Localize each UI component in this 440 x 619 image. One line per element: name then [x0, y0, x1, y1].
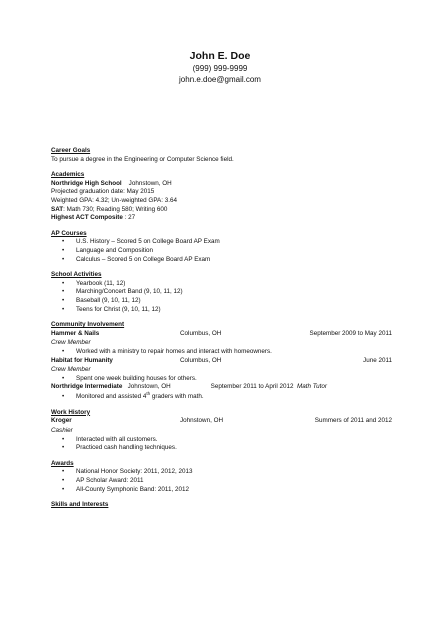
entry-dates: June 2011	[363, 356, 392, 364]
section-title: Skills and Interests	[51, 501, 109, 509]
awards-section	[51, 460, 392, 494]
section-title: Career Goals	[51, 147, 91, 154]
tutor-org-line	[51, 383, 171, 392]
community-section	[51, 321, 392, 402]
list-item: • AP Scholar Award: 2011	[51, 477, 392, 486]
list-item: • Worked with a ministry to repair homes and interact with homeowners.	[51, 348, 392, 357]
school-line	[51, 180, 392, 189]
tutor-dates-line	[211, 383, 327, 392]
section-title: Awards	[51, 459, 74, 467]
list-item: • U.S. History – Scored 5 on College Board AP Exam	[51, 238, 392, 247]
work-history-section	[51, 409, 392, 453]
ap-courses-section	[51, 230, 392, 264]
entry-header	[51, 330, 392, 340]
section-title: Academics	[51, 171, 85, 179]
org-location: Columbus, OH	[180, 329, 222, 337]
bullet-text: Monitored and assisted 4	[76, 393, 147, 401]
entry-role: Crew Member	[51, 339, 91, 347]
section-title: School Activities	[51, 271, 102, 279]
list-item	[51, 393, 392, 402]
entry-header	[51, 417, 392, 427]
academics-section	[51, 171, 392, 223]
act-label: Highest ACT Composite	[51, 214, 123, 222]
list-item: • Teens for Christ (9, 10, 11, 12)	[51, 306, 392, 315]
section-title: Work History	[51, 408, 91, 416]
entry-role: Crew Member	[51, 366, 91, 374]
bullet-text: graders with math.	[150, 393, 204, 401]
org-location: Johnstown, OH	[127, 383, 171, 391]
graduation-date: Projected graduation date: May 2015	[51, 188, 155, 196]
org-name: Hammer & Nails	[51, 329, 100, 337]
list-item: • National Honor Society: 2011, 2012, 2013	[51, 468, 392, 477]
email-address: john.e.doe@gmail.com	[179, 75, 261, 84]
skills-section	[51, 501, 392, 510]
act-score: : 27	[122, 214, 136, 222]
section-title: AP Courses	[51, 229, 87, 237]
entry-dates: September 2009 to May 2011	[309, 329, 392, 337]
resume-header	[0, 50, 440, 85]
act-line	[51, 214, 392, 223]
org-name: Habitat for Humanity	[51, 356, 113, 364]
list-item: • Practiced cash handling techniques.	[51, 444, 392, 453]
org-location: Columbus, OH	[180, 356, 222, 364]
section-title: Community Involvement	[51, 321, 125, 329]
career-goals-text: To pursue a degree in the Engineering or Computer Science field.	[51, 155, 234, 163]
list-item: • Baseball (9, 10, 11, 12)	[51, 297, 392, 306]
entry-dates: September 2011 to April 2012	[210, 383, 294, 391]
applicant-name: John E. Doe	[189, 50, 251, 62]
list-item: • Yearbook (11, 12)	[51, 280, 392, 289]
ordinal-suffix: th	[146, 391, 151, 397]
list-item: • Calculus – Scored 5 on College Board AP Exam	[51, 256, 392, 265]
phone-number: (999) 999-9999	[192, 64, 248, 73]
sat-line	[51, 206, 392, 215]
career-goals-section	[51, 147, 392, 164]
org-name: Northridge Intermediate	[51, 383, 123, 391]
org-name: Kroger	[51, 417, 72, 425]
entry-header	[51, 357, 392, 367]
school-name: Northridge High School	[51, 179, 122, 187]
resume-body	[51, 147, 392, 517]
sat-label: SAT	[51, 205, 64, 213]
school-activities-section	[51, 271, 392, 314]
school-location: Johnstown, OH	[128, 179, 172, 187]
org-location: Johnstown, OH	[180, 417, 224, 425]
list-item: • Language and Composition	[51, 247, 392, 256]
list-item: • Spent one week building houses for others.	[51, 375, 392, 384]
entry-role: Cashier	[51, 427, 73, 434]
list-item: • Interacted with all customers.	[51, 436, 392, 445]
entry-header	[51, 383, 392, 393]
entry-role: Math Tutor	[297, 383, 327, 391]
gpa-line: Weighted GPA: 4.32; Un-weighted GPA: 3.64	[51, 196, 178, 204]
list-item: • All-County Symphonic Band: 2011, 2012	[51, 486, 392, 495]
sat-scores: : Math 730; Reading 580; Writing 600	[63, 205, 168, 213]
resume-page	[0, 50, 440, 619]
list-item: • Marching/Concert Band (9, 10, 11, 12)	[51, 288, 392, 297]
entry-dates: Summers of 2011 and 2012	[314, 417, 392, 425]
